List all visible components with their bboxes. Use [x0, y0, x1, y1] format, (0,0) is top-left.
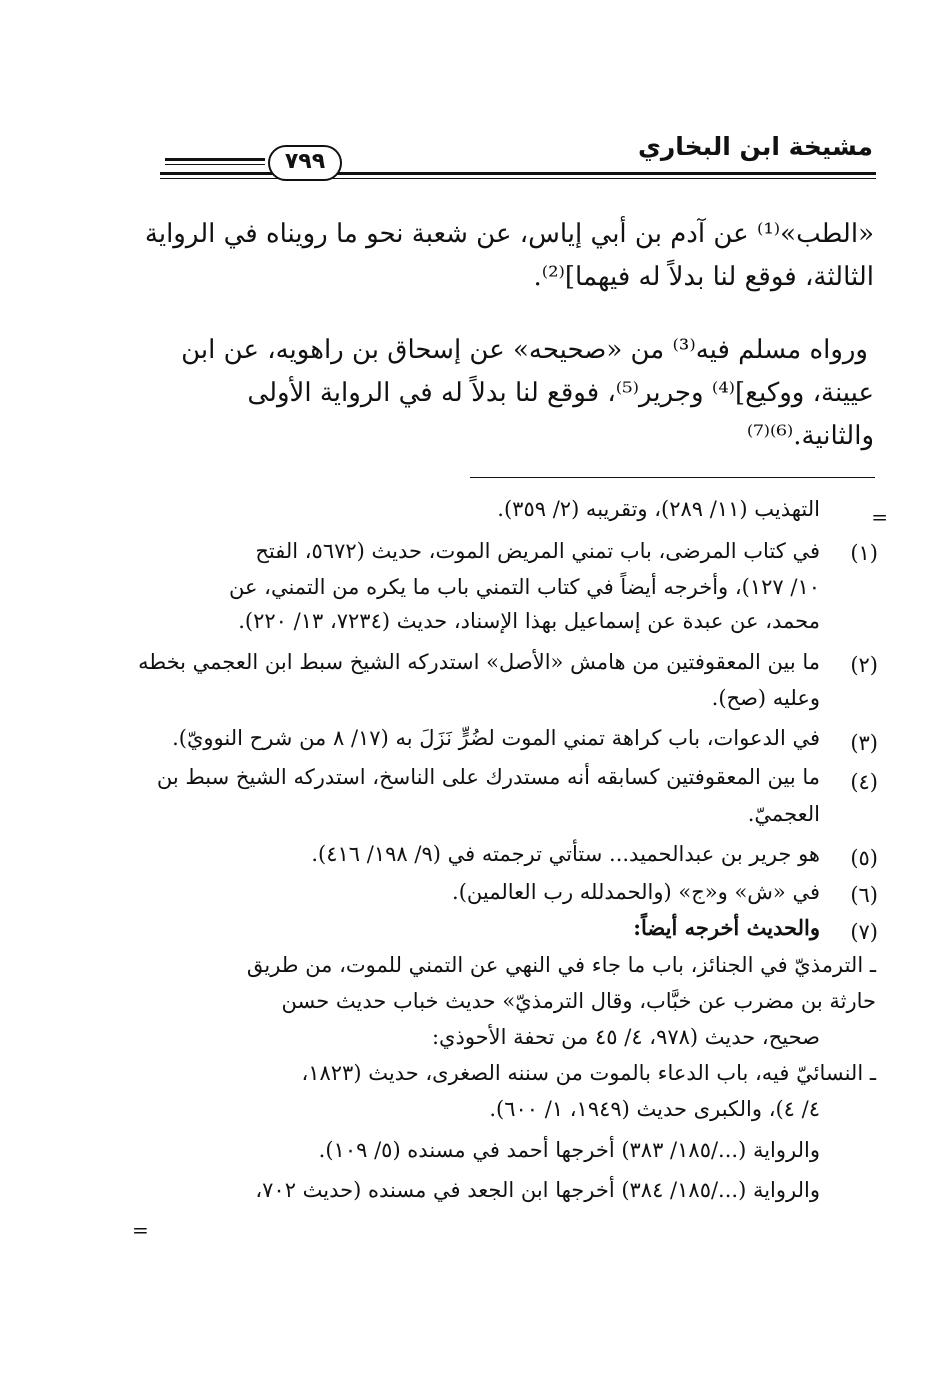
- footnote-line: ١٠/ ١٢٧)، وأخرجه أيضاً في كتاب التمني باب ما يكره من التمني، عن: [228, 575, 820, 599]
- header-ornament-bar: [165, 158, 265, 161]
- body-line: والثانية.⁽⁶⁾⁽⁷⁾: [746, 421, 874, 451]
- continuation-mark: =: [871, 505, 888, 529]
- footnote-separator: [470, 477, 875, 478]
- header-rule: [160, 172, 876, 175]
- footnote-line: في «ش» و«ج» (والحمدلله رب العالمين).: [452, 880, 820, 904]
- body-line: «الطب»⁽¹⁾ عن آدم بن أبي إياس، عن شعبة نحو ما رويناه في الرواية: [144, 219, 874, 249]
- running-title: مشيخة ابن البخاري: [637, 132, 873, 161]
- footnote-line: والحديث أخرجه أيضاً:: [633, 915, 820, 940]
- footnote-line: هو جرير بن عبدالحميد... ستأتي ترجمته في (٩/ ١٩٨/ ٤١٦).: [311, 842, 820, 866]
- footnote-line: ٤/ ٤)، والكبرى حديث (١٩٤٩، ١/ ٦٠٠).: [489, 1097, 820, 1121]
- footnote-line: حارثة بن مضرب عن خبَّاب، وقال الترمذيّ» حديث خباب حديث حسن: [281, 989, 876, 1013]
- footnote-line: ما بين المعقوفتين كسابقه أنه مستدرك على الناسخ، استدركه الشيخ سبط بن: [156, 765, 820, 789]
- footnote-line: العجميّ.: [747, 802, 820, 826]
- footnote-line: في الدعوات، باب كراهة تمني الموت لضُرٍّ نَزَلَ به (١٧/ ٨ من شرح النوويّ).: [172, 726, 820, 750]
- footnote-line: وعليه (صح).: [711, 686, 820, 710]
- header-rule-thin: [160, 178, 876, 179]
- footnote-number: (٧): [850, 920, 878, 944]
- footnote-line: صحيح، حديث (٩٧٨، ٤/ ٤٥ من تحفة الأحوذي:: [431, 1025, 820, 1049]
- footnote-line: ما بين المعقوفتين من هامش «الأصل» استدركه الشيخ سبط ابن العجمي بخطه: [138, 650, 820, 674]
- footnote-line: ـ الترمذيّ في الجنائز، باب ما جاء في النهي عن التمني للموت، من طريق: [246, 953, 876, 977]
- footnote-number: (٣): [850, 731, 878, 755]
- footnote-carry-over: التهذيب (١١/ ٢٨٩)، وتقريبه (٢/ ٣٥٩).: [497, 497, 820, 521]
- footnote-number: (٥): [850, 846, 878, 870]
- page-number: ٧٩٩: [268, 145, 342, 181]
- footnote-line: والرواية (.../١٨٥/ ٣٨٣) أخرجها أحمد في مسنده (٥/ ١٠٩).: [318, 1138, 820, 1162]
- footnote-number: (٤): [850, 770, 878, 794]
- header-ornament-bar-thin: [165, 164, 265, 165]
- footnote-number: (٦): [850, 883, 878, 907]
- body-line: عيينة، ووكيع]⁽⁴⁾ وجرير⁽⁵⁾، فوقع لنا بدلاً له في الرواية الأولى: [247, 378, 874, 408]
- footnote-line: والرواية (.../١٨٥/ ٣٨٤) أخرجها ابن الجعد في مسنده (حديث ٧٠٢،: [255, 1178, 820, 1202]
- footnote-line: في كتاب المرضى، باب تمني المريض الموت، حديث (٥٦٧٢، الفتح: [255, 539, 820, 563]
- body-line: ورواه مسلم فيه⁽³⁾ من «صحيحه» عن إسحاق بن راهويه، عن ابن: [181, 335, 868, 365]
- footnote-line: محمد، عن عبدة عن إسماعيل بهذا الإسناد، حديث (٧٢٣٤، ١٣/ ٢٢٠).: [238, 609, 820, 633]
- footnote-number: (١): [850, 541, 878, 565]
- body-line: الثالثة، فوقع لنا بدلاً له فيهما]⁽²⁾.: [533, 262, 874, 292]
- footnote-number: (٢): [850, 653, 878, 677]
- continuation-mark: =: [132, 1218, 149, 1242]
- footnote-line: ـ النسائيّ فيه، باب الدعاء بالموت من سننه الصغرى، حديث (١٨٢٣،: [301, 1061, 876, 1085]
